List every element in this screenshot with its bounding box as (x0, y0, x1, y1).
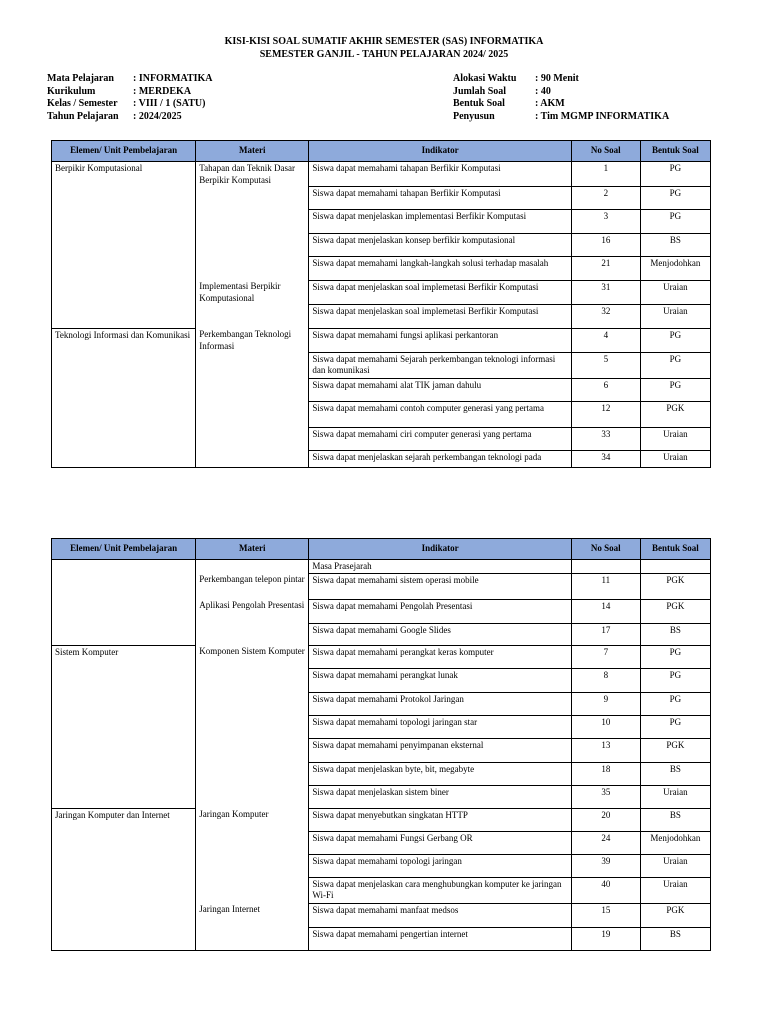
table-row (52, 573, 711, 599)
cell-elemen (52, 927, 196, 950)
cell-bentuk: PG (640, 352, 710, 378)
table-row (52, 927, 711, 950)
column-header: Materi (196, 141, 309, 162)
cell-materi (196, 692, 309, 715)
table-row (52, 808, 711, 831)
cell-materi: Aplikasi Pengolah Presentasi (196, 599, 309, 623)
table-row (52, 209, 711, 233)
cell-no: 10 (571, 715, 640, 738)
cell-no: 33 (571, 427, 640, 450)
table-row (52, 304, 711, 328)
info-right (453, 73, 669, 123)
cell-elemen (52, 785, 196, 808)
info-row (47, 98, 213, 111)
cell-no: 40 (571, 877, 640, 903)
cell-indikator: Siswa dapat menjelaskan soal implemetasi Berfikir Komputasi (309, 304, 571, 328)
cell-no: 24 (571, 831, 640, 854)
cell-bentuk: BS (640, 762, 710, 785)
cell-elemen: Teknologi Informasi dan Komunikasi (52, 328, 196, 352)
cell-elemen (52, 738, 196, 762)
cell-no: 16 (571, 233, 640, 256)
cell-no: 18 (571, 762, 640, 785)
info-value: : Tim MGMP INFORMATIKA (535, 110, 670, 122)
table-row (52, 738, 711, 762)
cell-elemen (52, 903, 196, 927)
cell-elemen (52, 378, 196, 401)
column-header: Bentuk Soal (640, 539, 710, 560)
column-header: Bentuk Soal (640, 141, 710, 162)
info-value: : INFORMATIKA (133, 73, 213, 84)
cell-materi: Jaringan Internet (196, 903, 309, 927)
info-row (47, 111, 213, 124)
table-row (52, 692, 711, 715)
cell-materi: Jaringan Komputer (196, 808, 309, 831)
cell-bentuk: PG (640, 162, 710, 187)
cell-no: 7 (571, 645, 640, 668)
cell-bentuk: PG (640, 715, 710, 738)
cell-bentuk: Uraian (640, 427, 710, 450)
info-value: : 2024/2025 (133, 110, 182, 122)
info-label: Bentuk Soal (453, 98, 505, 109)
cell-bentuk: PGK (640, 738, 710, 762)
cell-materi (196, 762, 309, 785)
cell-indikator: Siswa dapat memahami pengertian internet (309, 927, 571, 950)
cell-elemen (52, 715, 196, 738)
cell-no: 19 (571, 927, 640, 950)
cell-no: 12 (571, 401, 640, 427)
cell-elemen (52, 450, 196, 467)
table-row (52, 623, 711, 645)
info-label: Alokasi Waktu (453, 73, 517, 84)
cell-indikator: Siswa dapat memahami perangkat lunak (309, 668, 571, 692)
cell-bentuk: Menjodohkan (640, 256, 710, 280)
cell-materi (196, 233, 309, 256)
table-row (52, 668, 711, 692)
kisi-kisi-table-2 (51, 538, 711, 951)
table-row (52, 450, 711, 467)
cell-materi (196, 715, 309, 738)
cell-indikator: Siswa dapat menjelaskan implementasi Berfikir Komputasi (309, 209, 571, 233)
cell-no: 8 (571, 668, 640, 692)
cell-materi (196, 831, 309, 854)
info-value: : 40 (535, 85, 551, 97)
cell-no: 21 (571, 256, 640, 280)
cell-materi (196, 401, 309, 427)
cell-bentuk: Uraian (640, 785, 710, 808)
cell-materi (196, 877, 309, 903)
cell-bentuk: PG (640, 186, 710, 209)
cell-elemen (52, 427, 196, 450)
cell-no: 14 (571, 599, 640, 623)
cell-elemen (52, 280, 196, 304)
cell-indikator: Siswa dapat memahami penyimpanan eksternal (309, 738, 571, 762)
info-row (47, 86, 213, 99)
cell-no: 15 (571, 903, 640, 927)
cell-indikator: Siswa dapat memahami alat TIK jaman dahulu (309, 378, 571, 401)
cell-elemen (52, 352, 196, 378)
document-subtitle: SEMESTER GANJIL - TAHUN PELAJARAN 2024/ 2025 (259, 49, 509, 60)
cell-no: 3 (571, 209, 640, 233)
cell-no: 13 (571, 738, 640, 762)
info-label: Penyusun (453, 110, 495, 122)
cell-indikator: Siswa dapat memahami Fungsi Gerbang OR (309, 831, 571, 854)
cell-materi: Tahapan dan Teknik Dasar Berpikir Komputasi (196, 162, 309, 187)
table-row (52, 831, 711, 854)
cell-bentuk: PG (640, 328, 710, 352)
table-row (52, 854, 711, 877)
cell-no: 39 (571, 854, 640, 877)
column-header: Materi (196, 539, 309, 560)
table-row (52, 715, 711, 738)
table-row (52, 328, 711, 352)
cell-indikator: Masa Prasejarah (309, 560, 571, 574)
cell-indikator: Siswa dapat memahami tahapan Berfikir Komputasi (309, 186, 571, 209)
cell-elemen (52, 623, 196, 645)
cell-indikator: Siswa dapat menjelaskan sistem biner (309, 785, 571, 808)
cell-bentuk: BS (640, 233, 710, 256)
cell-materi (196, 427, 309, 450)
cell-materi (196, 450, 309, 467)
table-row (52, 378, 711, 401)
cell-indikator: Siswa dapat memahami ciri computer generasi yang pertama (309, 427, 571, 450)
info-row (47, 73, 213, 86)
table-header-row (52, 539, 711, 560)
cell-indikator: Siswa dapat menjelaskan soal implemetasi Berfikir Komputasi (309, 280, 571, 304)
column-header: Indikator (309, 539, 571, 560)
cell-elemen (52, 401, 196, 427)
cell-bentuk: PG (640, 668, 710, 692)
cell-indikator: Siswa dapat memahami contoh computer generasi yang pertama (309, 401, 571, 427)
cell-no: 11 (571, 573, 640, 599)
cell-bentuk: Uraian (640, 304, 710, 328)
cell-elemen (52, 233, 196, 256)
column-header: Elemen/ Unit Pembelajaran (52, 539, 196, 560)
info-label: Kelas / Semester (47, 98, 118, 109)
cell-indikator: Siswa dapat menjelaskan konsep berfikir komputasional (309, 233, 571, 256)
cell-bentuk: PGK (640, 903, 710, 927)
table-row (52, 903, 711, 927)
table-row (52, 599, 711, 623)
cell-indikator: Siswa dapat memahami Sejarah perkembangan teknologi informasi dan komunikasi (309, 352, 571, 378)
cell-indikator: Siswa dapat menjelaskan cara menghubungkan komputer ke jaringan Wi-Fi (309, 877, 571, 903)
cell-materi (196, 256, 309, 280)
cell-indikator: Siswa dapat memahami topologi jaringan (309, 854, 571, 877)
cell-bentuk: Uraian (640, 854, 710, 877)
cell-bentuk (640, 560, 710, 574)
table-header-row (52, 141, 711, 162)
cell-elemen (52, 560, 196, 574)
cell-bentuk: PGK (640, 401, 710, 427)
cell-indikator: Siswa dapat memahami manfaat medsos (309, 903, 571, 927)
column-header: Indikator (309, 141, 571, 162)
cell-no: 34 (571, 450, 640, 467)
cell-no (571, 560, 640, 574)
table-row (52, 352, 711, 378)
cell-elemen (52, 256, 196, 280)
cell-no: 6 (571, 378, 640, 401)
cell-elemen (52, 762, 196, 785)
cell-bentuk: BS (640, 623, 710, 645)
table-row (52, 645, 711, 668)
column-header: No Soal (571, 141, 640, 162)
column-header: Elemen/ Unit Pembelajaran (52, 141, 196, 162)
cell-elemen (52, 831, 196, 854)
info-label: Mata Pelajaran (47, 73, 114, 84)
cell-bentuk: PG (640, 378, 710, 401)
cell-materi (196, 378, 309, 401)
info-left (47, 73, 213, 123)
column-header: No Soal (571, 539, 640, 560)
cell-elemen: Sistem Komputer (52, 645, 196, 668)
cell-no: 31 (571, 280, 640, 304)
cell-no: 32 (571, 304, 640, 328)
info-value: : MERDEKA (133, 85, 192, 97)
cell-materi (196, 186, 309, 209)
cell-elemen (52, 692, 196, 715)
cell-materi: Komponen Sistem Komputer (196, 645, 309, 668)
cell-materi: Implementasi Berpikir Komputasional (196, 280, 309, 304)
info-row (453, 86, 669, 99)
document-title: KISI-KISI SOAL SUMATIF AKHIR SEMESTER (SAS) INFORMATIKA (224, 36, 544, 47)
table-row (52, 280, 711, 304)
table-row (52, 427, 711, 450)
cell-no: 9 (571, 692, 640, 715)
cell-indikator: Siswa dapat memahami sistem operasi mobile (309, 573, 571, 599)
cell-bentuk: PG (640, 645, 710, 668)
cell-bentuk: Menjodohkan (640, 831, 710, 854)
cell-materi (196, 738, 309, 762)
cell-no: 4 (571, 328, 640, 352)
info-label: Kurikulum (47, 85, 96, 97)
cell-materi (196, 209, 309, 233)
cell-indikator: Siswa dapat memahami fungsi aplikasi perkantoran (309, 328, 571, 352)
info-value: : AKM (535, 98, 565, 109)
cell-materi (196, 668, 309, 692)
table-row (52, 560, 711, 574)
table-row (52, 762, 711, 785)
info-value: : 90 Menit (535, 73, 579, 84)
cell-bentuk: Uraian (640, 450, 710, 467)
cell-no: 2 (571, 186, 640, 209)
cell-bentuk: BS (640, 808, 710, 831)
cell-no: 35 (571, 785, 640, 808)
cell-elemen (52, 573, 196, 599)
cell-materi (196, 304, 309, 328)
cell-indikator: Siswa dapat memahami perangkat keras komputer (309, 645, 571, 668)
cell-elemen (52, 209, 196, 233)
info-row (453, 111, 669, 124)
cell-indikator: Siswa dapat memahami Google Slides (309, 623, 571, 645)
cell-materi (196, 785, 309, 808)
cell-materi (196, 623, 309, 645)
cell-bentuk: Uraian (640, 877, 710, 903)
cell-elemen (52, 186, 196, 209)
cell-indikator: Siswa dapat memahami langkah-langkah solusi terhadap masalah (309, 256, 571, 280)
cell-indikator: Siswa dapat memahami topologi jaringan star (309, 715, 571, 738)
cell-indikator: Siswa dapat menyebutkan singkatan HTTP (309, 808, 571, 831)
table-row (52, 233, 711, 256)
cell-elemen (52, 304, 196, 328)
cell-indikator: Siswa dapat memahami tahapan Berfikir Komputasi (309, 162, 571, 187)
cell-materi (196, 927, 309, 950)
table-row (52, 877, 711, 903)
cell-indikator: Siswa dapat memahami Pengolah Presentasi (309, 599, 571, 623)
cell-elemen (52, 668, 196, 692)
cell-elemen (52, 854, 196, 877)
cell-materi (196, 560, 309, 574)
cell-bentuk: PG (640, 209, 710, 233)
table-row (52, 256, 711, 280)
cell-materi (196, 352, 309, 378)
cell-bentuk: PGK (640, 573, 710, 599)
info-row (453, 98, 669, 111)
cell-bentuk: BS (640, 927, 710, 950)
table-row (52, 401, 711, 427)
cell-materi (196, 854, 309, 877)
cell-elemen: Jaringan Komputer dan Internet (52, 808, 196, 831)
cell-no: 17 (571, 623, 640, 645)
info-row (453, 73, 669, 86)
info-label: Tahun Pelajaran (47, 110, 119, 122)
cell-bentuk: Uraian (640, 280, 710, 304)
cell-no: 1 (571, 162, 640, 187)
cell-no: 20 (571, 808, 640, 831)
table-row (52, 785, 711, 808)
info-label: Jumlah Soal (453, 85, 507, 97)
cell-indikator: Siswa dapat memahami Protokol Jaringan (309, 692, 571, 715)
table-row (52, 162, 711, 187)
cell-elemen (52, 599, 196, 623)
cell-bentuk: PG (640, 692, 710, 715)
cell-materi: Perkembangan telepon pintar (196, 573, 309, 599)
table-row (52, 186, 711, 209)
cell-elemen (52, 877, 196, 903)
cell-no: 5 (571, 352, 640, 378)
kisi-kisi-table-1 (51, 140, 711, 468)
cell-elemen: Berpikir Komputasional (52, 162, 196, 187)
cell-bentuk: PGK (640, 599, 710, 623)
info-value: : VIII / 1 (SATU) (133, 98, 206, 109)
cell-indikator: Siswa dapat menjelaskan byte, bit, megabyte (309, 762, 571, 785)
cell-indikator: Siswa dapat menjelaskan sejarah perkembangan teknologi pada (309, 450, 571, 467)
cell-materi: Perkembangan Teknologi Informasi (196, 328, 309, 352)
